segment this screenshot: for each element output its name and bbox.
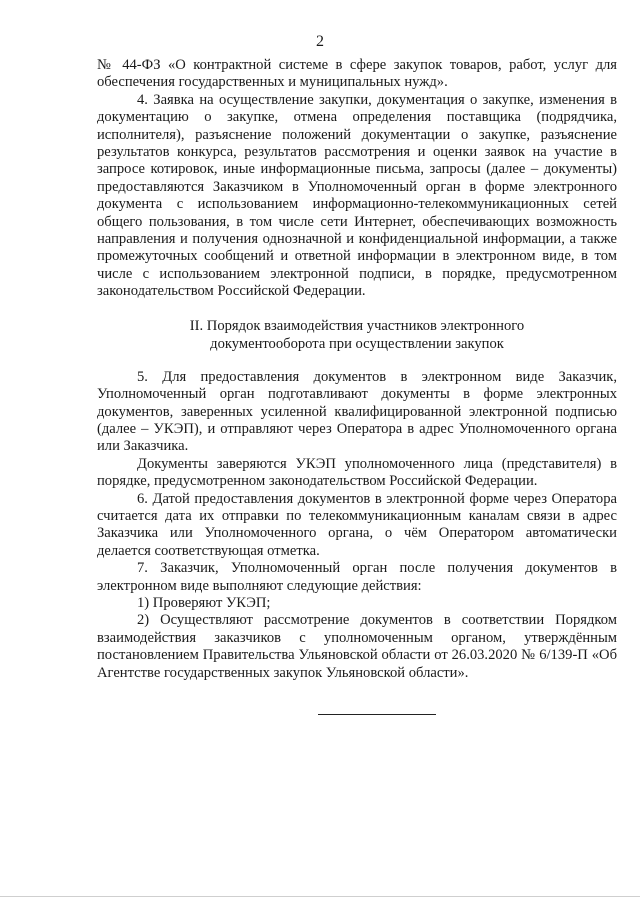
paragraph-subitem-1: 1) Проверяют УКЭП;	[137, 594, 271, 611]
paragraph-item-4: 4. Заявка на осуществление закупки, документация о закупке, изменения в документацию о закупке, отмена определения поставщика (подрядчика, исполнителя), разъяснение положений документации о закупке, разъяснение результатов конкурса, результатов рассмотрения и оценки заявок на участие в запросе котировок, иные информационные письма, запросы (далее – документы) предоставляются Заказчиком в Уполномоченный орган в форме электронного документа с использованием информационно-телекоммуникационных сетей общего пользования, в том числе сети Интернет, обеспечивающих возможность направления и получения однозначной и конфиденциальной информации, а также промежуточных сообщений и ответной информации в электронном виде, в том числе с использованием электронной подписи, в порядке, предусмотренном законодательством Российской Федерации.	[97, 91, 617, 300]
section-heading-line-2: документооборота при осуществлении закупок	[210, 335, 504, 352]
page-number: 2	[316, 33, 324, 50]
paragraph-law-reference: № 44-ФЗ «О контрактной системе в сфере закупок товаров, работ, услуг для обеспечения государственных и муниципальных нужд».	[97, 57, 617, 91]
paragraph-item-5: 5. Для предоставления документов в электронном виде Заказчик, Уполномоченный орган подготавливают документы в форме электронных документов, заверенных усиленной квалифицированной электронной подписью (далее – УКЭП), и отправляют через Оператора в адрес Уполномоченного органа или Заказчика.	[97, 368, 617, 455]
paragraph-signature-note: Документы заверяются УКЭП уполномоченного лица (представителя) в порядке, предусмотренном законодательством Российской Федерации.	[97, 455, 617, 490]
section-heading	[97, 317, 617, 353]
paragraph-item-6: 6. Датой предоставления документов в электронной форме через Оператора считается дата их отправки по телекоммуникационным каналам связи в адрес Заказчика или Уполномоченного органа, о чём Оператором автоматически делается соответствующая отметка.	[97, 490, 617, 559]
document-body	[97, 57, 617, 682]
end-divider	[318, 714, 436, 715]
section-heading-line-1: II. Порядок взаимодействия участников электронного	[189, 317, 525, 334]
paragraph-subitem-2: 2) Осуществляют рассмотрение документов в соответствии Порядком взаимодействия заказчиков с уполномоченным органом, утверждённым постановлением Правительства Ульяновской области от 26.03.2020 № 6/139-П «Об Агентстве государственных закупок Ульяновской области».	[97, 612, 617, 681]
paragraph-item-7: 7. Заказчик, Уполномоченный орган после получения документов в электронном виде выполняют следующие действия:	[97, 560, 617, 594]
scan-edge-line	[0, 896, 640, 897]
